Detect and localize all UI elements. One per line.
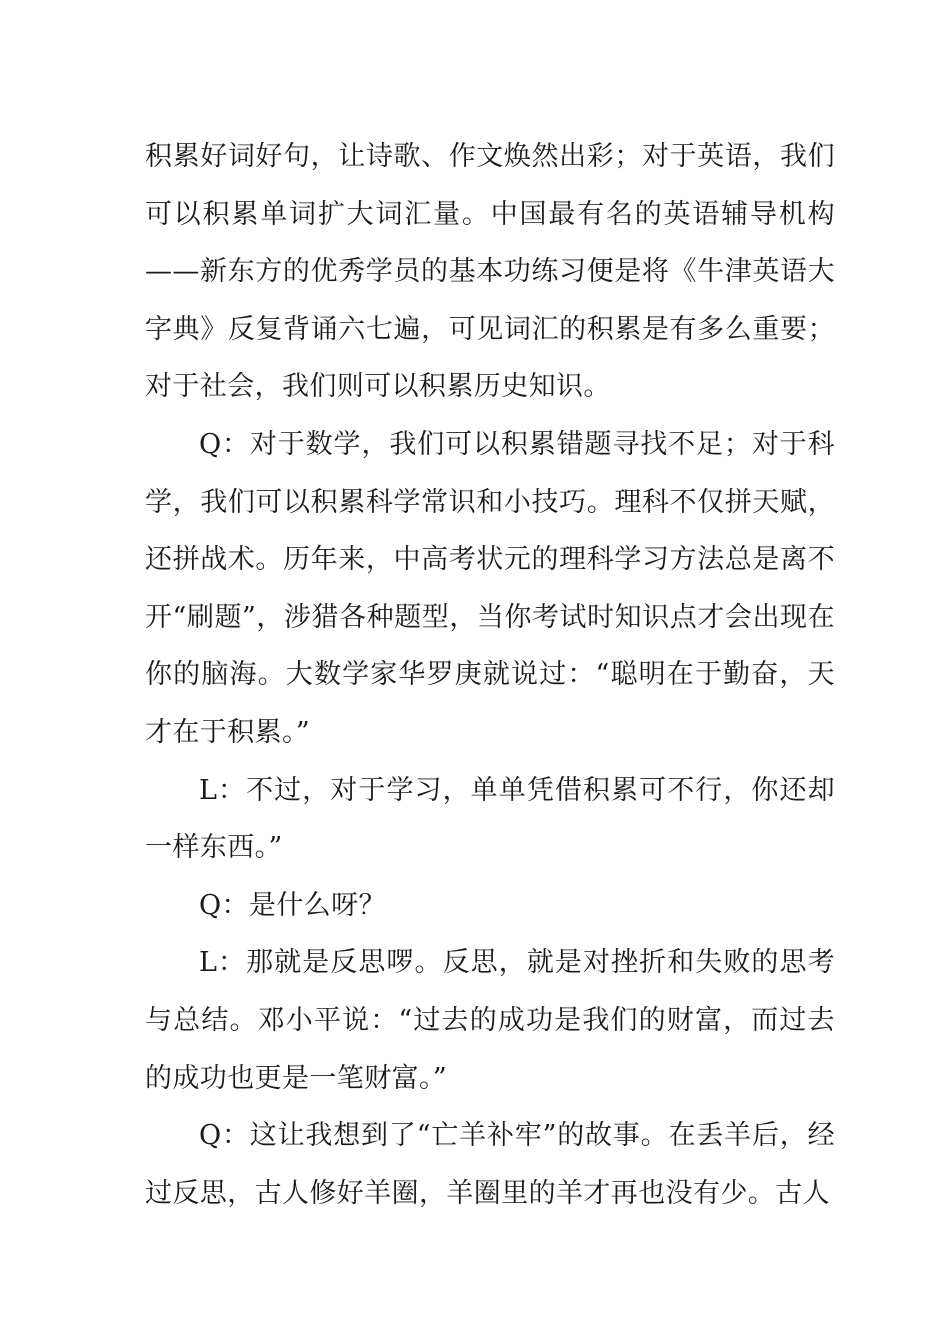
paragraph-6: Q：这让我想到了“亡羊补牢”的故事。在丢羊后，经过反思，古人修好羊圈，羊圈里的羊才再也没有少。古人 [145,1120,835,1209]
paragraph-4: Q：是什么呀？ [199,889,386,921]
paragraph-1: 积累好词好句，让诗歌、作文焕然出彩；对于英语，我们可以积累单词扩大词汇量。中国最有名的英语辅导机构——新东方的优秀学员的基本功练习便是将《牛津英语大字典》反复背诵六七遍，可见词汇的积累是有多么重要；对于社会，我们则可以积累历史知识。 [145,141,835,403]
paragraph-2: Q：对于数学，我们可以积累错题寻找不足；对于科学，我们可以积累科学常识和小技巧。理科不仅拼天赋，还拼战术。历年来，中高考状元的理科学习方法总是离不开“刷题”，涉猎各种题型，当你考试时知识点才会出现在你的脑海。大数学家华罗庚就说过：“聪明在于勤奋，天才在于积累。” [145,428,835,748]
paragraph-3: L：不过，对于学习，单单凭借积累可不行，你还却一样东西。” [145,774,835,864]
document-body [145,128,835,1222]
paragraph-5: L：那就是反思啰。反思，就是对挫折和失败的思考与总结。邓小平说：“过去的成功是我们的财富，而过去的成功也更是一笔财富。” [145,947,835,1094]
